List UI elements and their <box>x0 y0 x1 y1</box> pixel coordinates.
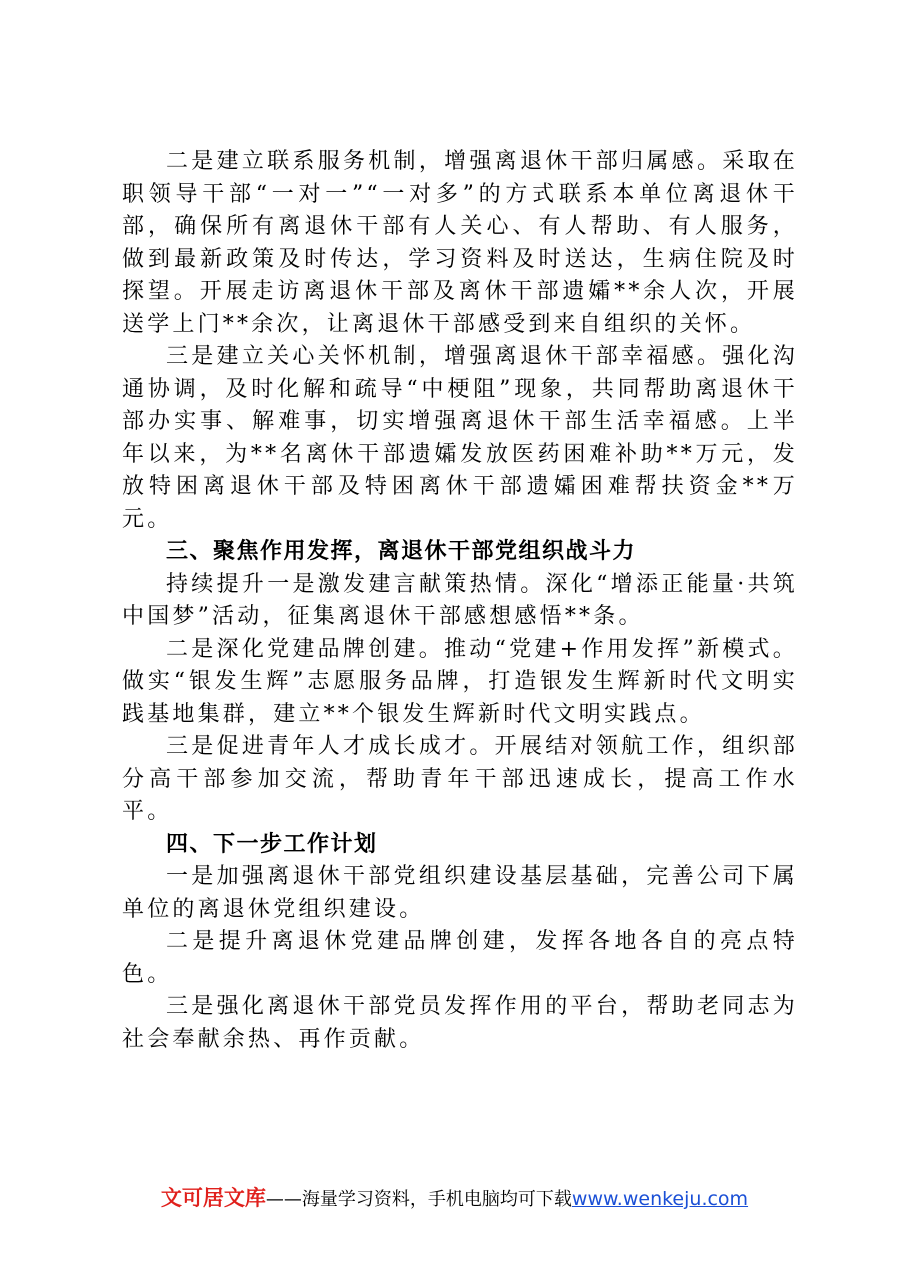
footer-brand: 文可居文库 <box>160 1186 266 1210</box>
paragraph: 二是提升离退休党建品牌创建，发挥各地各自的亮点特色。 <box>122 929 798 987</box>
document-body <box>122 146 798 1056</box>
paragraph: 三是强化离退休干部党员发挥作用的平台，帮助老同志为社会奉献余热、再作贡献。 <box>122 994 798 1052</box>
paragraph: 三是建立关心关怀机制，增强离退休干部幸福感。强化沟通协调，及时化解和疏导“中梗阻”现象，共同帮助离退休干部办实事、解难事，切实增强离退休干部生活幸福感。上半年以来，为**名离休干部遗孀发放医药困难补助**万元，发放特困离退休干部及特困离休干部遗孀困难帮扶资金**万元。 <box>122 344 798 532</box>
section-heading: 三、聚焦作用发挥，离退休干部党组织战斗力 <box>166 539 637 564</box>
footer-slogan: ——海量学习资料，手机电脑均可下载 <box>265 1189 572 1210</box>
paragraph: 三是促进青年人才成长成才。开展结对领航工作，组织部分高干部参加交流，帮助青年干部迅速成长，提高工作水平。 <box>122 734 798 824</box>
section-heading: 四、下一步工作计划 <box>166 831 378 857</box>
paragraph: 持续提升一是激发建言献策热情。深化“增添正能量·共筑中国梦”活动，征集离退休干部感想感悟**条。 <box>122 571 798 629</box>
footer-link[interactable]: www.wenkeju.com <box>571 1188 749 1210</box>
page-footer <box>0 1182 909 1212</box>
paragraph: 一是加强离退休干部党组织建设基层基础，完善公司下属单位的离退休党组织建设。 <box>122 864 798 922</box>
paragraph: 二是建立联系服务机制，增强离退休干部归属感。采取在职领导干部“一对一”“一对多”的方式联系本单位离退休干部，确保所有离退休干部有人关心、有人帮助、有人服务，做到最新政策及时传达，学习资料及时送达，生病住院及时探望。开展走访离退休干部及离休干部遗孀**余人次，开展送学上门**余次，让离退休干部感受到来自组织的关怀。 <box>122 149 798 337</box>
paragraph: 二是深化党建品牌创建。推动“党建+作用发挥”新模式。做实“银发生辉”志愿服务品牌，打造银发生辉新时代文明实践基地集群，建立**个银发生辉新时代文明实践点。 <box>122 636 798 727</box>
